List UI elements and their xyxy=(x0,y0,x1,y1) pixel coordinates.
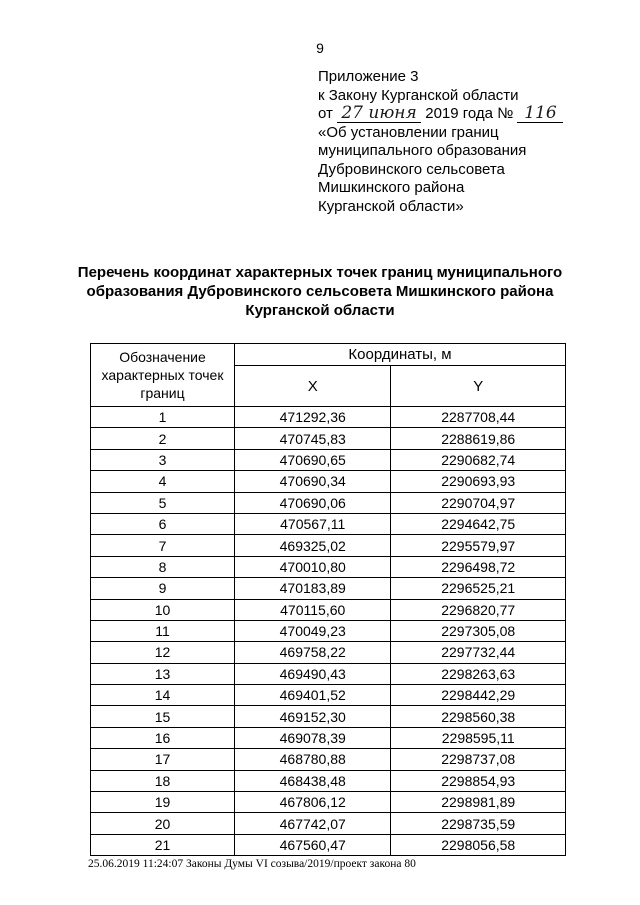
x-coordinate-cell: 467806,12 xyxy=(235,792,391,813)
point-number-cell: 8 xyxy=(91,556,235,577)
x-coordinate-cell: 469152,30 xyxy=(235,706,391,727)
point-number-cell: 12 xyxy=(91,642,235,663)
y-coordinate-cell: 2298595,11 xyxy=(391,727,566,748)
point-number-cell: 3 xyxy=(91,449,235,470)
table-row xyxy=(91,513,566,534)
y-coordinate-cell: 2296820,77 xyxy=(391,599,566,620)
coordinates-table xyxy=(90,343,566,856)
table-row xyxy=(91,685,566,706)
header-name-line-3: границ xyxy=(140,385,185,401)
appendix-line-2: к Закону Курганской области xyxy=(318,86,519,104)
x-coordinate-cell: 469490,43 xyxy=(235,663,391,684)
point-number-cell: 7 xyxy=(91,535,235,556)
table-row xyxy=(91,749,566,770)
table-row xyxy=(91,620,566,641)
x-coordinate-cell: 470567,11 xyxy=(235,513,391,534)
header-name-line-2: характерных точек xyxy=(101,367,224,383)
x-coordinate-cell: 470690,65 xyxy=(235,449,391,470)
x-coordinate-cell: 470183,89 xyxy=(235,578,391,599)
point-number-cell: 17 xyxy=(91,749,235,770)
table-row xyxy=(91,407,566,428)
y-coordinate-cell: 2298263,63 xyxy=(391,663,566,684)
appendix-block xyxy=(318,68,563,216)
year-text: 2019 года № xyxy=(425,105,514,122)
table-row xyxy=(91,727,566,748)
header-name-line-1: Обозначение xyxy=(119,349,206,365)
y-coordinate-cell: 2298981,89 xyxy=(391,792,566,813)
point-number-cell: 5 xyxy=(91,492,235,513)
y-coordinate-cell: 2294642,75 xyxy=(391,513,566,534)
point-number-cell: 13 xyxy=(91,663,235,684)
y-coordinate-cell: 2298442,29 xyxy=(391,685,566,706)
footer-stamp: 25.06.2019 11:24:07 Законы Думы VI созыва/2019/проект закона 80 xyxy=(88,858,416,870)
table-row xyxy=(91,706,566,727)
date-prefix: от xyxy=(318,105,333,122)
header-point-name xyxy=(91,344,235,407)
point-number-cell: 15 xyxy=(91,706,235,727)
x-coordinate-cell: 469078,39 xyxy=(235,727,391,748)
y-coordinate-cell: 2298560,38 xyxy=(391,706,566,727)
title-line-3: Курганской области xyxy=(245,302,395,319)
point-number-cell: 21 xyxy=(91,834,235,855)
x-coordinate-cell: 469325,02 xyxy=(235,535,391,556)
date-blank xyxy=(337,105,421,123)
appendix-line-1: Приложение 3 xyxy=(318,68,419,85)
handwritten-date: 27 июня xyxy=(341,103,417,123)
x-coordinate-cell: 467560,47 xyxy=(235,834,391,855)
x-coordinate-cell: 471292,36 xyxy=(235,407,391,428)
appendix-line-5: муниципального образования xyxy=(318,142,527,159)
number-blank xyxy=(517,105,563,123)
y-coordinate-cell: 2298056,58 xyxy=(391,834,566,855)
point-number-cell: 6 xyxy=(91,513,235,534)
y-coordinate-cell: 2287708,44 xyxy=(391,407,566,428)
y-coordinate-cell: 2296498,72 xyxy=(391,556,566,577)
y-coordinate-cell: 2298854,93 xyxy=(391,770,566,791)
point-number-cell: 18 xyxy=(91,770,235,791)
x-coordinate-cell: 470010,80 xyxy=(235,556,391,577)
point-number-cell: 9 xyxy=(91,578,235,599)
table-row xyxy=(91,535,566,556)
table-body xyxy=(91,407,566,856)
table-row xyxy=(91,663,566,684)
y-coordinate-cell: 2288619,86 xyxy=(391,428,566,449)
y-coordinate-cell: 2297305,08 xyxy=(391,620,566,641)
point-number-cell: 11 xyxy=(91,620,235,641)
appendix-line-4: «Об установлении границ xyxy=(318,123,499,141)
x-coordinate-cell: 470115,60 xyxy=(235,599,391,620)
y-coordinate-cell: 2297732,44 xyxy=(391,642,566,663)
appendix-line-7: Мишкинского района xyxy=(318,179,465,196)
y-coordinate-cell: 2296525,21 xyxy=(391,578,566,599)
document-title xyxy=(60,263,580,320)
y-coordinate-cell: 2290682,74 xyxy=(391,449,566,470)
title-line-1: Перечень координат характерных точек границ муниципального xyxy=(77,264,563,281)
x-coordinate-cell: 468780,88 xyxy=(235,749,391,770)
x-coordinate-cell: 470745,83 xyxy=(235,428,391,449)
y-coordinate-cell: 2295579,97 xyxy=(391,535,566,556)
x-coordinate-cell: 469401,52 xyxy=(235,685,391,706)
x-coordinate-cell: 467742,07 xyxy=(235,813,391,834)
handwritten-number: 116 xyxy=(524,103,557,123)
x-coordinate-cell: 470690,06 xyxy=(235,492,391,513)
table-row xyxy=(91,492,566,513)
y-coordinate-cell: 2298737,08 xyxy=(391,749,566,770)
table-row xyxy=(91,834,566,855)
header-coordinates: Координаты, м xyxy=(235,344,566,366)
table-row xyxy=(91,599,566,620)
appendix-date-line xyxy=(318,105,563,124)
x-coordinate-cell: 470690,34 xyxy=(235,471,391,492)
x-coordinate-cell: 469758,22 xyxy=(235,642,391,663)
title-line-2: образования Дубровинского сельсовета Мишкинского района xyxy=(86,283,554,300)
table-row xyxy=(91,642,566,663)
table-row xyxy=(91,449,566,470)
point-number-cell: 20 xyxy=(91,813,235,834)
table-row xyxy=(91,770,566,791)
appendix-line-8: Курганской области» xyxy=(318,197,464,215)
point-number-cell: 1 xyxy=(91,407,235,428)
appendix-line-6: Дубровинского сельсовета xyxy=(318,160,505,178)
y-coordinate-cell: 2298735,59 xyxy=(391,813,566,834)
page-number: 9 xyxy=(316,40,324,56)
x-coordinate-cell: 468438,48 xyxy=(235,770,391,791)
header-y: Y xyxy=(391,366,566,407)
table-row xyxy=(91,428,566,449)
point-number-cell: 19 xyxy=(91,792,235,813)
x-coordinate-cell: 470049,23 xyxy=(235,620,391,641)
table-row xyxy=(91,792,566,813)
y-coordinate-cell: 2290693,93 xyxy=(391,471,566,492)
point-number-cell: 16 xyxy=(91,727,235,748)
table-row xyxy=(91,578,566,599)
point-number-cell: 4 xyxy=(91,471,235,492)
point-number-cell: 2 xyxy=(91,428,235,449)
point-number-cell: 14 xyxy=(91,685,235,706)
point-number-cell: 10 xyxy=(91,599,235,620)
table-row xyxy=(91,813,566,834)
y-coordinate-cell: 2290704,97 xyxy=(391,492,566,513)
table-row xyxy=(91,556,566,577)
table-row xyxy=(91,471,566,492)
header-x: X xyxy=(235,366,391,407)
